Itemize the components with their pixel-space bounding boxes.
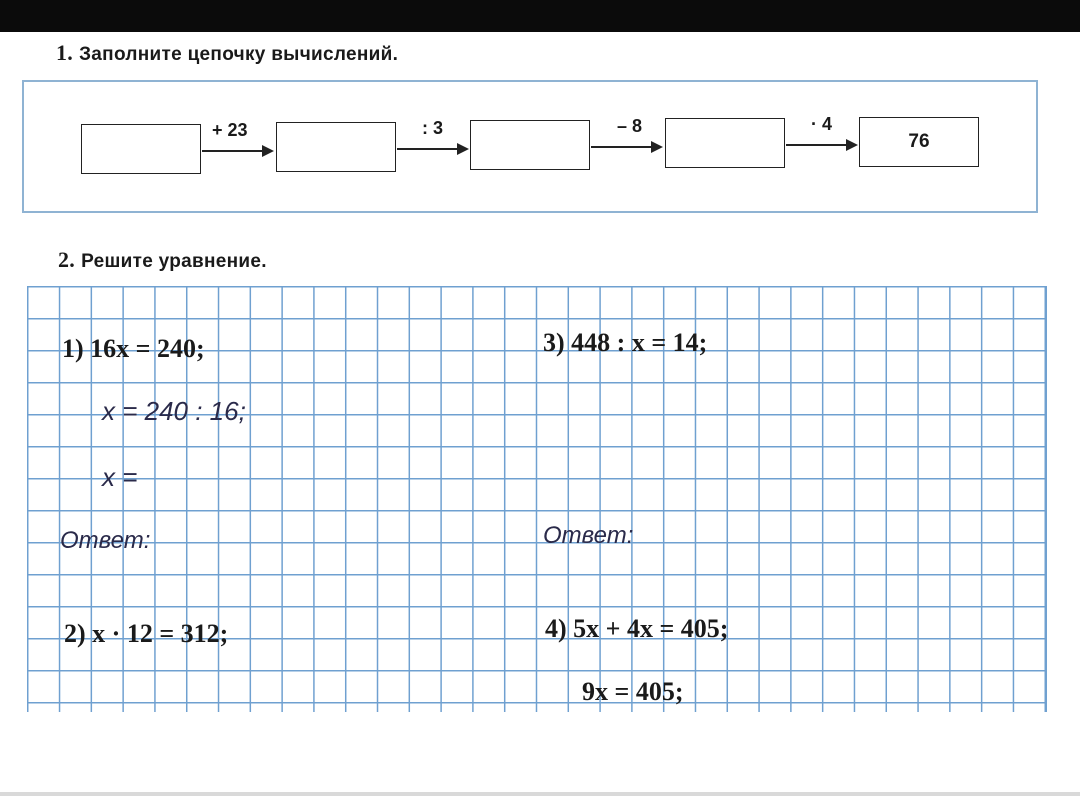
operation-label-4: · 4 <box>811 114 833 134</box>
operation-label-3: – 8 <box>617 116 643 136</box>
chain-box-result: 76 <box>859 117 979 167</box>
chain-arrow-2 <box>397 148 467 150</box>
operation-label-2: : 3 <box>422 118 444 138</box>
equation-3: 3) 448 : x = 14; <box>543 328 708 357</box>
task-2-number: 2. <box>58 247 76 272</box>
equation-4-step-1: 9x = 405; <box>582 677 684 706</box>
equation-4: 4) 5x + 4x = 405; <box>545 614 729 643</box>
task-1-title <box>56 40 398 66</box>
operation-label-1: + 23 <box>212 120 248 140</box>
bottom-edge <box>0 792 1080 796</box>
task-2-title <box>58 247 267 273</box>
equation-1-step-1: x = 240 : 16; <box>102 396 246 426</box>
chain-box-4[interactable] <box>665 118 785 168</box>
equation-1-step-2[interactable]: x = <box>102 462 138 492</box>
top-black-bar <box>0 0 1080 32</box>
answer-label-right: Ответ: <box>543 522 634 549</box>
chain-arrow-4 <box>786 144 856 146</box>
chain-box-2[interactable] <box>276 122 396 172</box>
task-2-text: Решите уравнение. <box>81 251 267 272</box>
chain-arrow-3 <box>591 146 661 148</box>
chain-box-3[interactable] <box>470 120 590 170</box>
equation-1: 1) 16x = 240; <box>62 334 205 363</box>
answer-label-left: Ответ: <box>60 527 151 554</box>
chain-box-1[interactable] <box>81 124 201 174</box>
task-1-text: Заполните цепочку вычислений. <box>79 44 399 65</box>
chain-arrow-1 <box>202 150 272 152</box>
equation-2: 2) x · 12 = 312; <box>64 619 229 648</box>
calculation-chain-frame <box>22 80 1038 213</box>
task-1-number: 1. <box>56 40 74 65</box>
